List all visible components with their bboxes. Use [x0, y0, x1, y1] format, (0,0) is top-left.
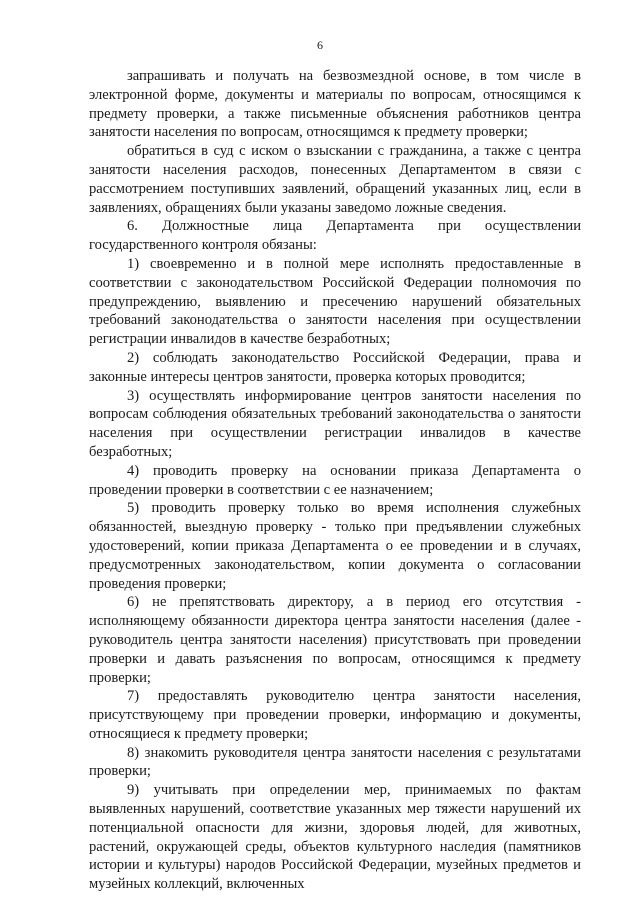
- paragraph-section-6-heading: 6. Должностные лица Департамента при осуществлении государственного контроля обязаны:: [89, 218, 581, 254]
- paragraph-item-4: 4) проводить проверку на основании приказа Департамента о проведении проверки в соответствии с ее назначением;: [89, 462, 581, 498]
- paragraph-court-claim: обратиться в суд с иском о взыскании с гражданина, а также с центра занятости населения расходов, понесенных Департаментом в связи с рассмотрением поступивших заявлений, обращений указанных лиц, если в заявлениях, обращениях были указаны заведомо ложные сведения.: [89, 143, 581, 216]
- document-body: [89, 67, 581, 894]
- page-number: 6: [317, 38, 323, 52]
- paragraph-item-2: 2) соблюдать законодательство Российской Федерации, права и законные интересы центров занятости, проверка которых проводится;: [89, 349, 581, 385]
- paragraph-item-7: 7) предоставлять руководителю центра занятости населения, присутствующему при проведении проверки, информацию и документы, относящиеся к предмету проверки;: [89, 688, 581, 742]
- paragraph-request-documents: запрашивать и получать на безвозмездной основе, в том числе в электронной форме, документы и материалы по вопросам, относящимся к предмету проверки, а также письменные объяснения работников центра занятости населения по вопросам, относящимся к предмету проверки;: [89, 68, 581, 141]
- paragraph-item-9: 9) учитывать при определении мер, принимаемых по фактам выявленных нарушений, соответствие указанных мер тяжести нарушений их потенциальной опасности для жизни, здоровья людей, для животных, растений, окружающей среды, объектов культурного наследия (памятников истории и культуры) народов Российской Федерации, музейных предметов и музейных коллекций, включенных: [89, 782, 581, 893]
- paragraph-item-8: 8) знакомить руководителя центра занятости населения с результатами проверки;: [89, 744, 581, 780]
- paragraph-item-5: 5) проводить проверку только во время исполнения служебных обязанностей, выездную проверку - только при предъявлении служебных удостоверений, копии приказа Департамента о ее проведении и в случаях, предусмотренных законодательством, копии документа о согласовании проведения проверки;: [89, 500, 581, 592]
- paragraph-item-3: 3) осуществлять информирование центров занятости населения по вопросам соблюдения обязательных требований законодательства о занятости населения при осуществлении регистрации инвалидов в качестве безработных;: [89, 387, 581, 460]
- paragraph-item-1: 1) своевременно и в полной мере исполнять предоставленные в соответствии с законодательством Российской Федерации полномочия по предупреждению, выявлению и пресечению нарушений обязательных требований законодательства о занятости населения при осуществлении регистрации инвалидов в качестве безработных;: [89, 255, 581, 348]
- paragraph-item-6: 6) не препятствовать директору, а в период его отсутствия - исполняющему обязанности директора центра занятости населения (далее - руководитель центра занятости населения) присутствовать при проведении проверки и давать разъяснения по вопросам, относящимся к предмету проверки;: [89, 594, 581, 686]
